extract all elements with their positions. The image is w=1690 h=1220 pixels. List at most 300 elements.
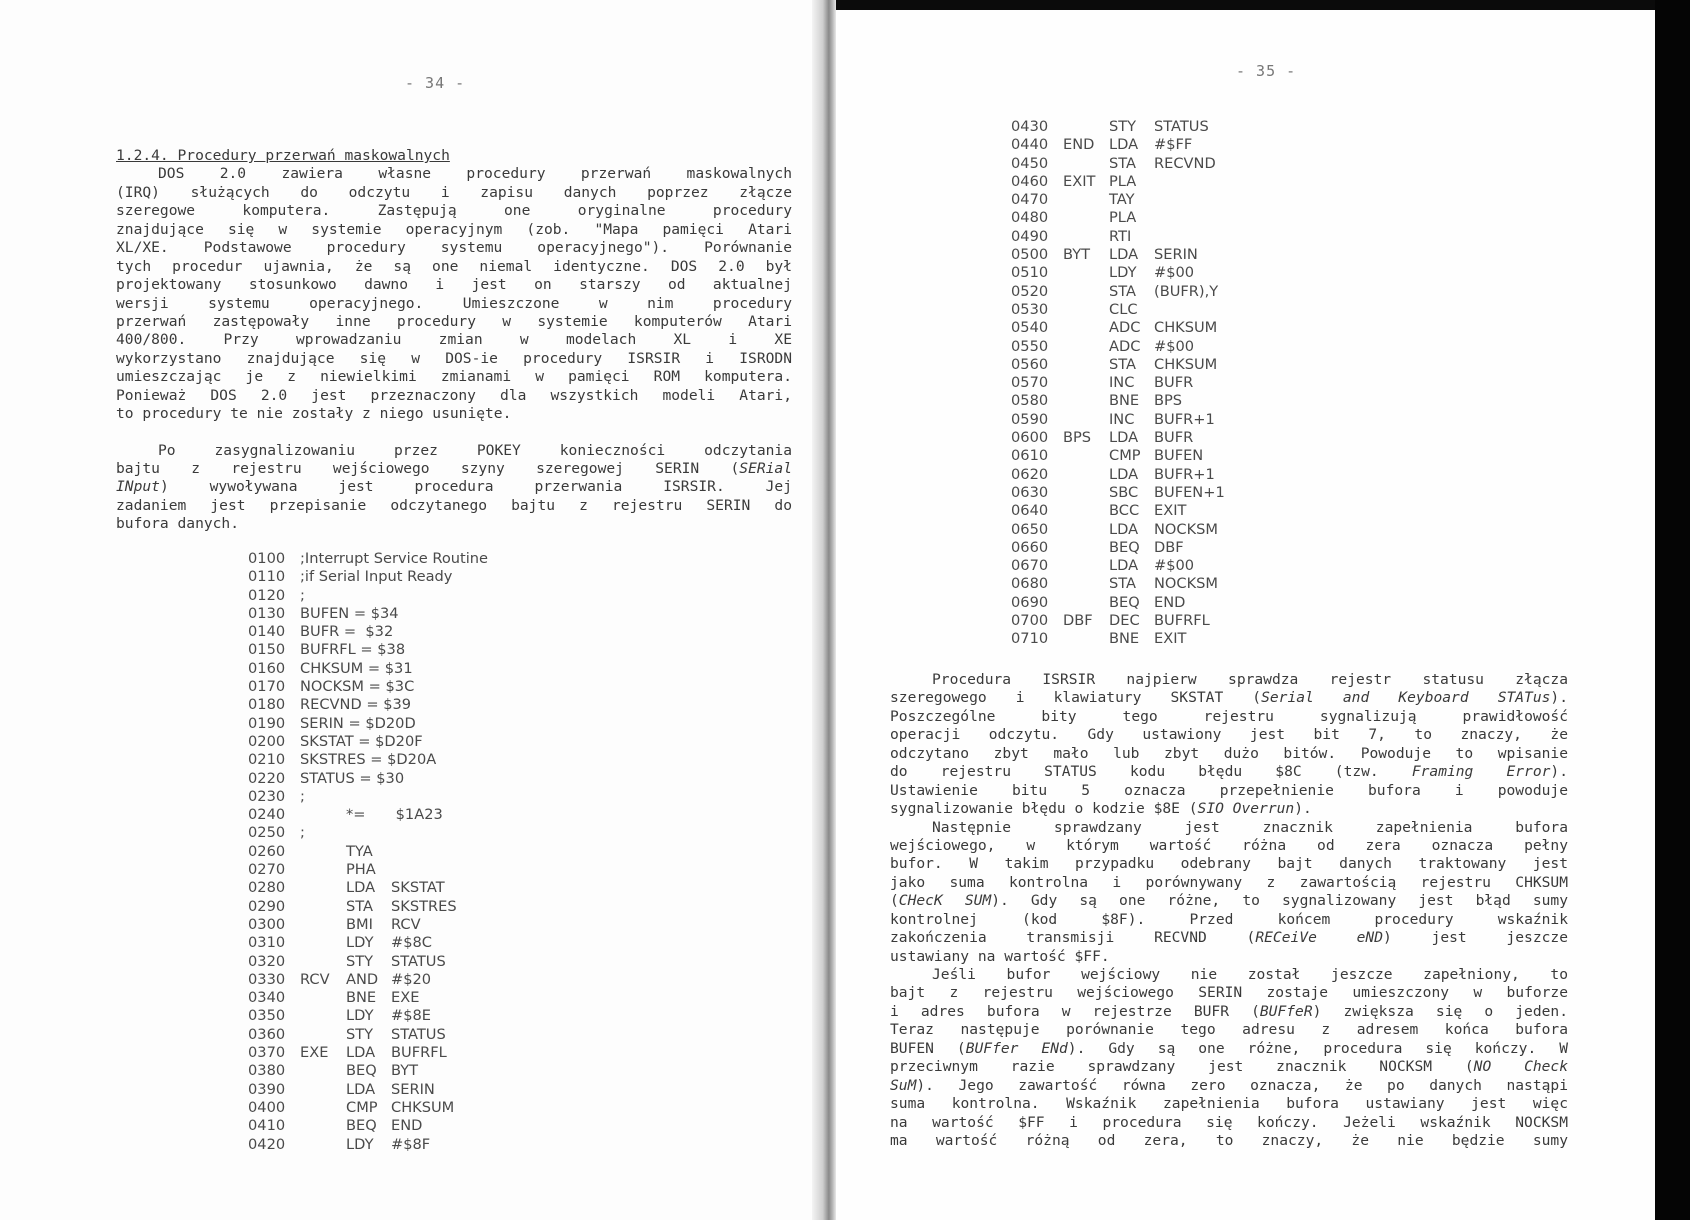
paragraph-line: DOS 2.0 zawiera własne procedury przerwań maskowalnych: [158, 165, 792, 183]
paragraph-line: zadaniem jest przepisanie odczytanego bajtu z rejestru SERIN do: [116, 496, 792, 514]
code-operand: BUFEN+1: [1154, 483, 1225, 501]
code-label: [1063, 575, 1109, 593]
line-number: 0320: [248, 952, 286, 970]
line-number: 0500: [1011, 246, 1049, 264]
code-operand: BUFEN: [1154, 447, 1204, 465]
code-line: [248, 550, 488, 568]
line-number: 0560: [1011, 355, 1049, 373]
line-number: 0590: [1011, 410, 1049, 428]
paragraph-line: Procedura ISRSIR najpierw sprawdza rejestr statusu złącza: [932, 671, 1568, 688]
line-number: 0710: [1011, 630, 1049, 648]
code-text: BUFRFL = $38: [300, 641, 406, 659]
code-label: [300, 1062, 346, 1080]
code-label: [300, 1081, 346, 1099]
code-label: [300, 879, 346, 897]
paragraph-line: bajt z rejestru wejściowego SERIN zostaje umieszczony w buforze: [890, 984, 1568, 1002]
line-number: 0180: [248, 696, 286, 714]
code-label: [1063, 338, 1109, 356]
code-label: [1063, 155, 1109, 173]
line-number: 0170: [248, 678, 286, 696]
line-number: 0420: [248, 1135, 286, 1153]
code-line: [248, 934, 488, 952]
line-number: 0690: [1011, 593, 1049, 611]
code-line: [1011, 429, 1225, 447]
paragraph-line: 400/800. Przy wprowadzaniu zmian w modelach XL i XE: [116, 331, 792, 349]
code-opcode: LDA: [1109, 429, 1139, 447]
code-line: [1011, 228, 1225, 246]
code-line: [1011, 338, 1225, 356]
code-label: [1063, 356, 1109, 374]
line-number: 0290: [248, 897, 286, 915]
paragraph-line: projektowany stosunkowo dawno i jest on starszy od aktualnej: [116, 276, 792, 294]
code-operand: #$00: [1154, 557, 1195, 575]
code-operand: RECVND: [1154, 154, 1216, 172]
code-operand: NOCKSM: [1154, 575, 1219, 593]
line-number: 0700: [1011, 612, 1049, 630]
blank-line: [116, 424, 792, 442]
code-text: RECVND = $39: [300, 696, 412, 714]
code-opcode: STY: [346, 952, 374, 970]
paragraph-line: umieszczając je z niewielkimi zmianami w pamięci ROM komputera.: [116, 368, 792, 386]
code-line: [248, 788, 488, 806]
paragraph-line: SuM). Jego zawartość równa zero oznacza, że po danych nastąpi: [890, 1076, 1568, 1094]
code-operand: CHKSUM: [391, 1098, 455, 1116]
line-number: 0450: [1011, 154, 1049, 172]
code-label: [1063, 539, 1109, 557]
code-label: [1063, 209, 1109, 227]
code-line: [248, 1062, 488, 1080]
line-number: 0480: [1011, 209, 1049, 227]
code-line: [248, 587, 488, 605]
code-line: [1011, 173, 1225, 191]
code-opcode: BNE: [1109, 392, 1140, 410]
code-line: [1011, 612, 1225, 630]
paragraph-line: wersji systemu operacyjnego. Umieszczone w nim procedury: [116, 294, 792, 312]
book-spine: [812, 0, 836, 1220]
code-text: BUFEN = $34: [300, 604, 399, 622]
code-opcode: LDA: [1109, 136, 1139, 154]
code-line: [1011, 502, 1225, 520]
code-label: [300, 806, 346, 824]
line-number: 0390: [248, 1080, 286, 1098]
code-text: SKSTRES = $D20A: [300, 751, 437, 769]
line-number: 0250: [248, 824, 286, 842]
code-operand: BUFR: [1154, 429, 1194, 447]
code-operand: STATUS: [1154, 118, 1209, 135]
paragraph-line: INput) wywoływana jest procedura przerwania ISRSIR. Jej: [116, 478, 792, 496]
paragraph-line: odczytano zbyt mało lub zbyt dużo bitów. Powoduje to wpisanie: [890, 744, 1568, 762]
code-line: [1011, 484, 1225, 502]
code-opcode: BEQ: [346, 1062, 377, 1080]
code-line: [1011, 246, 1225, 264]
paragraph-line: przeciwnym razie sprawdzany jest znacznik NOCKSM (NO Check: [890, 1058, 1568, 1076]
code-text: ;Interrupt Service Routine: [300, 550, 489, 567]
line-number: 0110: [248, 568, 286, 586]
line-number: 0520: [1011, 282, 1049, 300]
line-number: 0370: [248, 1044, 286, 1062]
code-opcode: SBC: [1109, 483, 1139, 501]
code-line: [248, 696, 488, 714]
code-operand: CHKSUM: [1154, 319, 1218, 337]
code-line: [1011, 466, 1225, 484]
code-label: [1063, 594, 1109, 612]
line-number: 0270: [248, 861, 286, 879]
code-opcode: ADC: [1109, 337, 1141, 355]
code-line: [248, 1007, 488, 1025]
code-opcode: ADC: [1109, 319, 1141, 337]
right-prose: [890, 671, 1568, 1150]
code-operand: STATUS: [391, 952, 446, 970]
line-number: 0200: [248, 732, 286, 750]
scanner-edge-right: [1655, 0, 1690, 1220]
code-line: [248, 568, 488, 586]
line-number: 0460: [1011, 172, 1049, 190]
line-number: 0530: [1011, 300, 1049, 318]
code-opcode: LDA: [346, 1044, 376, 1062]
line-number: 0540: [1011, 319, 1049, 337]
paragraph-line: zakończenia transmisji RECVND (RECeiVe eND) jest jeszcze: [890, 929, 1568, 947]
code-line: [248, 806, 488, 824]
code-line: [248, 678, 488, 696]
code-operand: DBF: [1154, 538, 1184, 556]
code-line: [1011, 557, 1225, 575]
code-opcode: AND: [346, 970, 379, 988]
line-number: 0400: [248, 1098, 286, 1116]
code-operand: $1A23: [391, 806, 443, 824]
paragraph-line: wykorzystano znajdujące się w DOS-ie procedury ISRSIR i ISRODN: [116, 349, 792, 367]
code-operand: BYT: [391, 1062, 419, 1080]
line-number: 0570: [1011, 374, 1049, 392]
code-opcode: STA: [346, 897, 374, 915]
code-label: [1063, 466, 1109, 484]
code-opcode: BMI: [346, 915, 373, 933]
code-label: EXIT: [1063, 172, 1096, 190]
code-opcode: BEQ: [1109, 538, 1140, 556]
code-label: [1063, 301, 1109, 319]
code-label: [1063, 557, 1109, 575]
code-label: [1063, 392, 1109, 410]
code-label: [1063, 283, 1109, 301]
code-line: [248, 1136, 488, 1154]
line-number: 0280: [248, 879, 286, 897]
code-line: [248, 1099, 488, 1117]
code-opcode: LDA: [1109, 520, 1139, 538]
paragraph-line: (IRQ) służących do odczytu i zapisu danych poprzez złącze: [116, 183, 792, 201]
paragraph-line: Teraz następuje porównanie tego adresu z adresem końca bufora: [890, 1021, 1568, 1039]
line-number: 0330: [248, 970, 286, 988]
code-opcode: STA: [1109, 355, 1137, 373]
paragraph-line: tych procedur ujawnia, że są one niemal identyczne. DOS 2.0 był: [116, 257, 792, 275]
code-operand: BPS: [1154, 392, 1183, 410]
code-operand: RCV: [391, 915, 421, 933]
scanner-edge-top: [826, 0, 1690, 10]
page-number-right: - 35 -: [1236, 62, 1297, 80]
code-line: [248, 861, 488, 879]
code-line: [1011, 392, 1225, 410]
code-line: [248, 660, 488, 678]
code-operand: BUFR+1: [1154, 465, 1215, 483]
code-opcode: BEQ: [346, 1117, 377, 1135]
code-label: [1063, 484, 1109, 502]
paragraph-line: i adres bufora w rejestrze BUFR (BUFfeR) zwiększa się o jeden.: [890, 1002, 1568, 1020]
paragraph-line: bufora danych.: [116, 515, 240, 533]
line-number: 0230: [248, 787, 286, 805]
code-label: BPS: [1063, 429, 1092, 447]
code-line: [248, 898, 488, 916]
code-opcode: LDY: [1109, 264, 1137, 282]
code-line: [248, 1044, 488, 1062]
code-line: [248, 751, 488, 769]
line-number: 0470: [1011, 191, 1049, 209]
code-operand: EXIT: [1154, 502, 1187, 520]
paragraph-line: to procedury te nie zostały z niego usunięte.: [116, 405, 512, 423]
code-label: END: [1063, 136, 1095, 154]
paragraph-line: do rejestru STATUS kodu błędu $8C (tzw. Framing Error).: [890, 763, 1568, 781]
code-operand: EXE: [391, 989, 420, 1007]
code-line: [1011, 539, 1225, 557]
line-number: 0240: [248, 806, 286, 824]
code-label: [1063, 319, 1109, 337]
code-line: [1011, 264, 1225, 282]
line-number: 0100: [248, 550, 286, 567]
code-label: [300, 934, 346, 952]
code-opcode: INC: [1109, 374, 1135, 392]
line-number: 0220: [248, 769, 286, 787]
code-opcode: TYA: [346, 842, 373, 860]
line-number: 0620: [1011, 465, 1049, 483]
paragraph-line: Następnie sprawdzany jest znacznik zapełnienia bufora: [932, 818, 1568, 836]
code-opcode: LDY: [346, 934, 374, 952]
paragraph-line: Ustawienie bitu 5 oznacza przepełnienie bufora i powoduje: [890, 781, 1568, 799]
paragraph-line: ustawiany na wartość $FF.: [890, 947, 1110, 965]
code-label: [1063, 447, 1109, 465]
paragraph-intro: [116, 165, 792, 423]
code-operand: NOCKSM: [1154, 520, 1219, 538]
code-opcode: BEQ: [1109, 593, 1140, 611]
code-opcode: BNE: [1109, 630, 1140, 648]
line-number: 0580: [1011, 392, 1049, 410]
code-label: [300, 1026, 346, 1044]
line-number: 0300: [248, 915, 286, 933]
code-opcode: INC: [1109, 410, 1135, 428]
paragraph-line: operacji odczytu. Gdy ustawiony jest bit 7, to znaczy, że: [890, 726, 1568, 744]
code-label: [1063, 264, 1109, 282]
code-line: [248, 605, 488, 623]
code-operand: BUFRFL: [391, 1044, 447, 1062]
code-line: [1011, 575, 1225, 593]
line-number: 0350: [248, 1007, 286, 1025]
code-line: [248, 971, 488, 989]
line-number: 0610: [1011, 447, 1049, 465]
line-number: 0120: [248, 586, 286, 604]
code-opcode: PLA: [1109, 209, 1137, 227]
code-line: [248, 989, 488, 1007]
code-line: [1011, 356, 1225, 374]
line-number: 0310: [248, 934, 286, 952]
line-number: 0360: [248, 1025, 286, 1043]
code-label: [300, 1007, 346, 1025]
code-opcode: TAY: [1109, 191, 1135, 209]
line-number: 0490: [1011, 227, 1049, 245]
code-opcode: CMP: [346, 1098, 378, 1116]
code-label: [300, 1117, 346, 1135]
code-line: [1011, 521, 1225, 539]
code-text: CHKSUM = $31: [300, 659, 413, 677]
code-opcode: *=: [346, 806, 366, 824]
code-label: [1063, 502, 1109, 520]
line-number: 0680: [1011, 575, 1049, 593]
code-line: [1011, 411, 1225, 429]
paragraph-line: bajtu z rejestru wejściowego szyny szeregowej SERIN (SERial: [116, 460, 792, 477]
line-number: 0150: [248, 641, 286, 659]
code-label: [1063, 228, 1109, 246]
code-line: [248, 879, 488, 897]
code-line: [248, 1026, 488, 1044]
line-number: 0260: [248, 842, 286, 860]
paragraph-line: BUFEN (BUFfer ENd). Gdy są one różne, procedura się kończy. W: [890, 1039, 1568, 1057]
line-number: 0130: [248, 604, 286, 622]
code-label: [300, 843, 346, 861]
code-operand: CHKSUM: [1154, 355, 1218, 373]
line-number: 0660: [1011, 538, 1049, 556]
code-label: [300, 898, 346, 916]
code-opcode: PHA: [346, 861, 376, 879]
code-line: [1011, 136, 1225, 154]
line-number: 0440: [1011, 136, 1049, 154]
code-opcode: STA: [1109, 154, 1137, 172]
code-line: [248, 641, 488, 659]
code-operand: END: [1154, 593, 1186, 611]
code-opcode: STY: [346, 1025, 374, 1043]
code-line: [1011, 594, 1225, 612]
code-operand: EXIT: [1154, 630, 1187, 648]
code-operand: #$00: [1154, 264, 1195, 282]
page-number-left: - 34 -: [405, 74, 466, 92]
line-number: 0190: [248, 714, 286, 732]
paragraph-line: XL/XE. Podstawowe procedury systemu operacyjnego"). Porównanie: [116, 239, 792, 257]
code-operand: SKSTRES: [391, 897, 457, 915]
code-operand: #$00: [1154, 337, 1195, 355]
code-text: ;: [300, 824, 305, 842]
code-text: ;: [300, 787, 305, 805]
code-line: [1011, 630, 1225, 648]
paragraph-line: Poszczególne bity tego rejestru sygnalizują prawidłowość: [890, 707, 1568, 725]
code-opcode: CMP: [1109, 447, 1141, 465]
code-operand: SERIN: [1154, 246, 1198, 264]
code-label: [300, 1099, 346, 1117]
line-number: 0600: [1011, 429, 1049, 447]
code-operand: SERIN: [391, 1080, 435, 1098]
line-number: 0160: [248, 659, 286, 677]
line-number: 0380: [248, 1062, 286, 1080]
code-opcode: LDY: [346, 1007, 374, 1025]
code-text: SKSTAT = $D20F: [300, 732, 423, 750]
code-opcode: STA: [1109, 575, 1137, 593]
code-operand: SKSTAT: [391, 879, 445, 897]
line-number: 0650: [1011, 520, 1049, 538]
code-line: [248, 916, 488, 934]
paragraph-line: Jeśli bufor wejściowy nie został jeszcze zapełniony, to: [932, 966, 1568, 983]
code-line: [248, 623, 488, 641]
code-opcode: LDA: [1109, 246, 1139, 264]
paragraph-line: Po zasygnalizowaniu przez POKEY konieczności odczytania: [158, 441, 792, 459]
code-opcode: CLC: [1109, 300, 1138, 318]
code-label: [300, 861, 346, 879]
code-label: [1063, 630, 1109, 648]
section-heading: 1.2.4. Procedury przerwań maskowalnych: [116, 147, 450, 164]
paragraph-line: przerwań zastępowały inne procedury w systemie komputerów Atari: [116, 312, 792, 330]
code-operand: BUFRFL: [1154, 612, 1210, 630]
code-line: [1011, 283, 1225, 301]
code-line: [248, 715, 488, 733]
code-label: [1063, 521, 1109, 539]
code-label: [300, 953, 346, 971]
code-opcode: LDA: [1109, 465, 1139, 483]
paragraph-line: (CHecK SUM). Gdy są one różne, to sygnalizowany jest błąd sumy: [890, 892, 1568, 910]
paragraph-line: Ponieważ DOS 2.0 jest przeznaczony dla wszystkich modeli Atari,: [116, 386, 792, 404]
code-text: NOCKSM = $3C: [300, 678, 415, 696]
line-number: 0550: [1011, 337, 1049, 355]
code-label: [1063, 191, 1109, 209]
code-operand: #$20: [391, 970, 432, 988]
code-label: BYT: [1063, 246, 1091, 264]
code-listing-right: [1011, 118, 1225, 649]
paragraph-line: sygnalizowanie błędu o kodzie $8E (SIO Overrun).: [890, 800, 1312, 818]
code-label: [1063, 374, 1109, 392]
paragraph-line: znajdujące się w systemie operacyjnym (zob. "Mapa pamięci Atari: [116, 220, 792, 238]
left-prose: [116, 147, 792, 534]
code-opcode: LDA: [346, 1080, 376, 1098]
code-operand: END: [391, 1117, 423, 1135]
line-number: 0670: [1011, 557, 1049, 575]
paragraph-line: szeregowego i klawiatury SKSTAT (Serial and Keyboard STATus).: [890, 689, 1568, 707]
code-label: [300, 1136, 346, 1154]
code-label: EXE: [300, 1044, 329, 1062]
code-text: ;: [300, 586, 305, 604]
line-number: 0630: [1011, 483, 1049, 501]
code-line: [248, 733, 488, 751]
code-opcode: PLA: [1109, 172, 1137, 190]
line-number: 0510: [1011, 264, 1049, 282]
code-operand: STATUS: [391, 1025, 446, 1043]
code-opcode: BNE: [346, 989, 377, 1007]
line-number: 0410: [248, 1117, 286, 1135]
code-line: [1011, 118, 1225, 136]
paragraph-line: wejściowego, w którym wartość różna od zera oznacza pełny: [890, 836, 1568, 854]
code-line: [248, 1081, 488, 1099]
code-line: [1011, 374, 1225, 392]
code-line: [248, 770, 488, 788]
paragraph-line: ma wartość różną od zera, to znaczy, że nie będzie sumy: [890, 1131, 1568, 1149]
code-label: [300, 916, 346, 934]
code-listing-left: [248, 550, 488, 1154]
code-text: SERIN = $D20D: [300, 714, 416, 732]
code-line: [248, 953, 488, 971]
code-operand: (BUFR),Y: [1154, 282, 1219, 300]
paragraph-line: na wartość $FF i procedura się kończy. Jeżeli wskaźnik NOCKSM: [890, 1113, 1568, 1131]
code-text: STATUS = $30: [300, 769, 405, 787]
code-opcode: STY: [1109, 118, 1137, 135]
line-number: 0340: [248, 989, 286, 1007]
code-line: [1011, 319, 1225, 337]
line-number: 0140: [248, 623, 286, 641]
code-opcode: DEC: [1109, 612, 1140, 630]
line-number: 0210: [248, 751, 286, 769]
paragraph-line: suma kontrolna. Wskaźnik zapełnienia bufora ustawiany jest więc: [890, 1095, 1568, 1113]
code-opcode: LDA: [346, 879, 376, 897]
code-opcode: STA: [1109, 282, 1137, 300]
code-line: [1011, 191, 1225, 209]
